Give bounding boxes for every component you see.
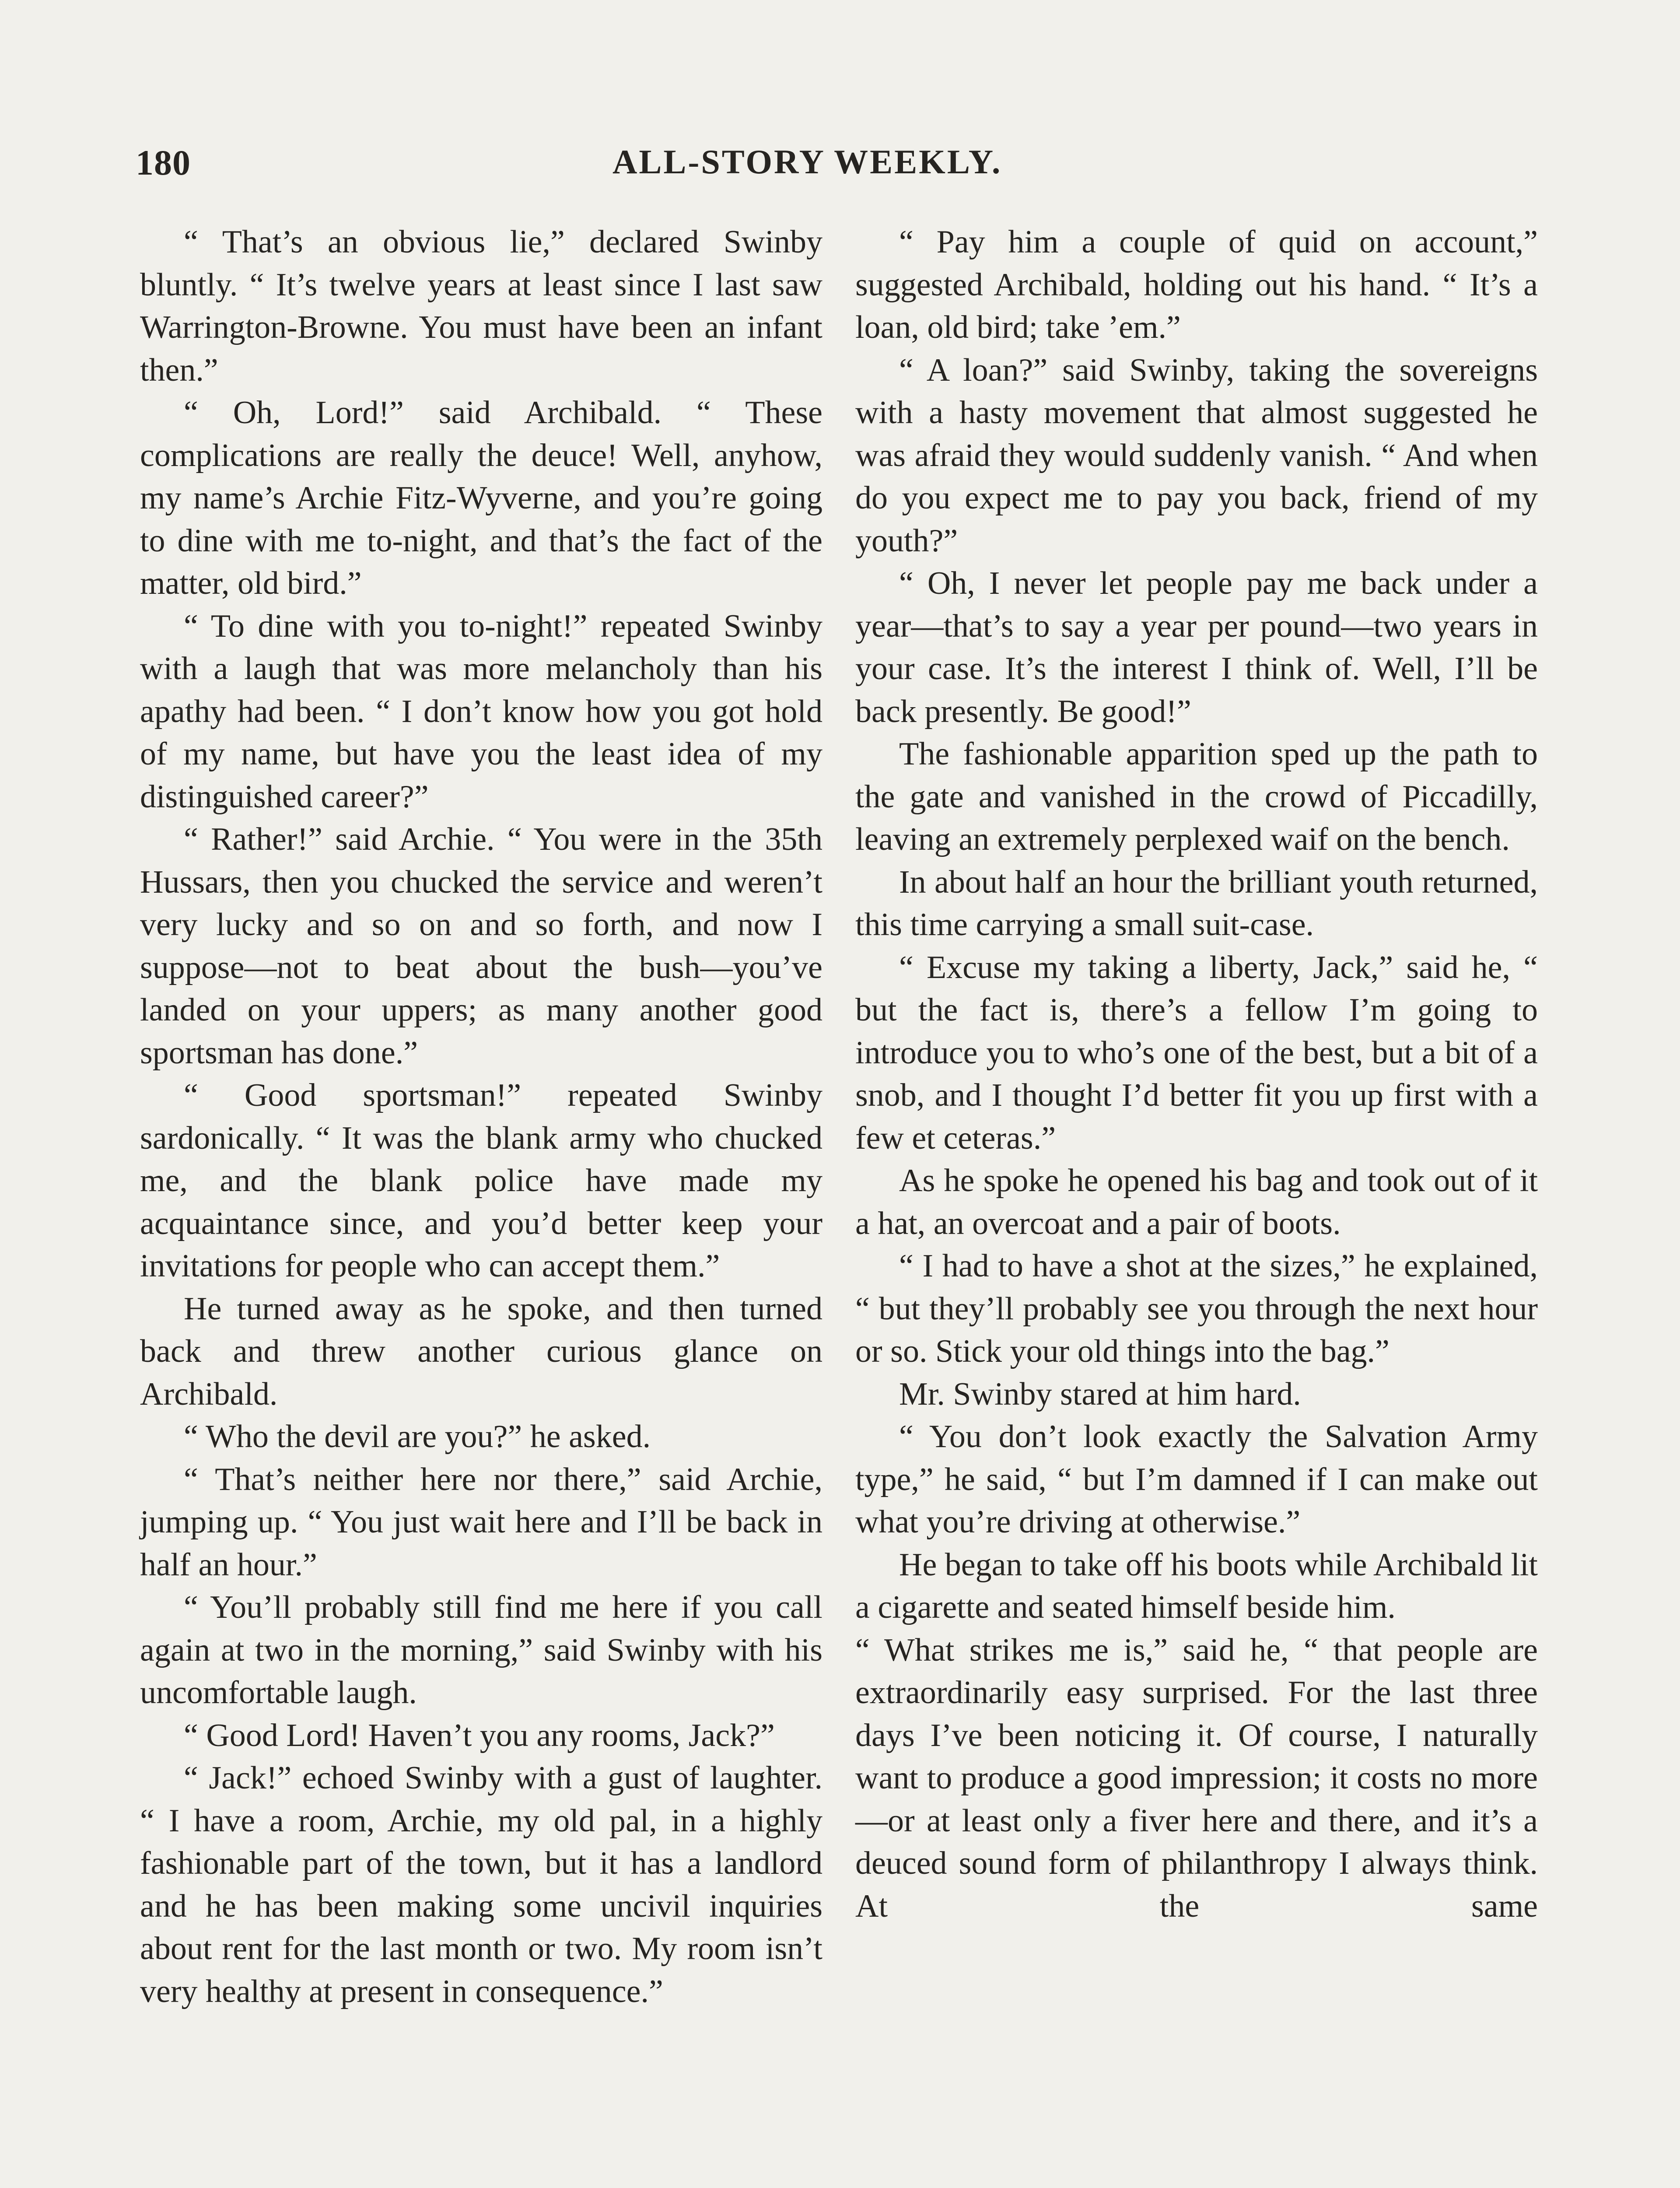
paragraph: “ Good Lord! Haven’t you any rooms, Jack?” [184,1717,775,1753]
paragraph: “ Rather!” said Archie. “ You were in the 35th Hussars, then you chucked the service and weren’t very lucky and so on and so forth, and now I suppose—not to beat about the bush—you’ve landed on your uppers; as many another good sportsman has done.” [140,821,822,1071]
running-head: ALL-STORY WEEKLY. [612,143,1002,181]
paragraph: “ Jack!” echoed Swinby with a gust of laughter. “ I have a room, Archie, my old pal, in a highly fashionable part of the town, but it has a landlord and he has been making some uncivil inquiries about rent for the last month or two. My room isn’t very healthy at present in consequence.” [140,1760,822,2009]
paragraph: “ I had to have a shot at the sizes,” he explained, “ but they’ll probably see you through the next hour or so. Stick your old things into the bag.” [855,1248,1538,1369]
paragraph: As he spoke he opened his bag and took out of it a hat, an overcoat and a pair of boots. [855,1163,1538,1241]
page-number: 180 [136,143,191,182]
paragraph: “ That’s an obvious lie,” declared Swinby bluntly. “ It’s twelve years at least since I last saw Warrington-Browne. You must have been an infant then.” [140,224,822,388]
left-column [140,221,822,2013]
paragraph: “ That’s neither here nor there,” said Archie, jumping up. “ You just wait here and I’ll be back in half an hour.” [140,1461,822,1583]
paragraph: He turned away as he spoke, and then turned back and threw another curious glance on Archibald. [140,1290,822,1412]
paragraph: “ Oh, Lord!” said Archibald. “ These complications are really the deuce! Well, anyhow, my name’s Archie Fitz-Wyverne, and you’re going to dine with me to-night, and that’s the fact of the matter, old bird.” [140,395,822,601]
paragraph: He began to take off his boots while Archibald lit a cigarette and seated himself beside him. [855,1546,1538,1625]
page-header [136,142,1540,190]
paragraph: Mr. Swinby stared at him hard. [899,1376,1301,1412]
paragraph: “ Oh, I never let people pay me back under a year—that’s to say a year per pound—two years in your case. It’s the interest I think of. Well, I’ll be back presently. Be good!” [855,565,1538,729]
paragraph: “ Who the devil are you?” he asked. [184,1419,651,1455]
paragraph: “ You don’t look exactly the Salvation Army type,” he said, “ but I’m damned if I can make out what you’re driving at otherwise.” [855,1419,1538,1540]
paragraph: “ You’ll probably still find me here if you call again at two in the morning,” said Swinby with his uncomfortable laugh. [140,1589,822,1711]
paragraph: “ To dine with you to-night!” repeated Swinby with a laugh that was more melancholy than his apathy had been. “ I don’t know how you got hold of my name, but have you the least idea of my distinguished career?” [140,608,822,815]
paragraph: “ Excuse my taking a liberty, Jack,” said he, “ but the fact is, there’s a fellow I’m going to introduce you to who’s one of the best, but a bit of a snob, and I thought I’d better fit you up first with a few et ceteras.” [855,949,1538,1156]
right-column [855,221,1538,1928]
paragraph: “ What strikes me is,” said he, “ that people are extraordinarily easy surprised. For the last three days I’ve been noticing it. Of course, I naturally want to produce a good impression; it costs no more —or at least only a fiver here and there, and it’s a deuced sound form of philanthropy I always think. At the same [855,1632,1538,1924]
paragraph: The fashionable apparition sped up the path to the gate and vanished in the crowd of Piccadilly, leaving an extremely perplexed waif on the bench. [855,736,1538,857]
paragraph: “ A loan?” said Swinby, taking the sovereigns with a hasty movement that almost suggested he was afraid they would suddenly vanish. “ And when do you expect me to pay you back, friend of my youth?” [855,352,1538,559]
paragraph: “ Good sportsman!” repeated Swinby sardonically. “ It was the blank army who chucked me, and the blank police have made my acquaintance since, and you’d better keep your invitations for people who can accept them.” [140,1077,822,1284]
paragraph: “ Pay him a couple of quid on account,” suggested Archibald, holding out his hand. “ It’s a loan, old bird; take ’em.” [855,224,1538,345]
paragraph: In about half an hour the brilliant youth returned, this time carrying a small suit-case. [855,864,1538,943]
